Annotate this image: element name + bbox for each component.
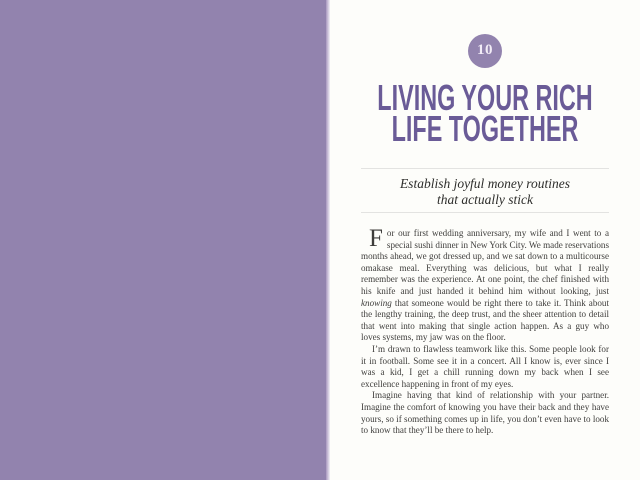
chapter-title — [373, 77, 598, 149]
body-paragraph: I’m drawn to flawless teamwork like this. Some people look for it in football. Some see it in a concert. All I know is, ever since I was a kid, I get a chill running down my back when I see excellence happening in front of my eyes. — [361, 343, 609, 389]
chapter-title-line-2: LIFE TOGETHER — [391, 108, 579, 149]
divider-rule-bottom — [361, 212, 609, 213]
drop-cap: F — [369, 225, 383, 252]
chapter-title-line-1: LIVING YOUR RICH — [377, 77, 593, 118]
chapter-number: 10 — [477, 42, 493, 58]
body-text — [361, 225, 609, 437]
subtitle-line-1: Establish joyful money routines — [399, 176, 571, 191]
body-paragraph: For our first wedding anniversary, my wife and I went to a special sushi dinner in New York City. We made reservations months ahead, we got dressed up, and we sat down to a multicourse omakase meal. Everything was delicious, but what I really remember was the experience. At one point, the chef finished with his knife and just handed it behind him without looking, just knowing that someone would be right there to take it. Think about the lengthy training, the deep trust, and the sheer attention to detail that went into making that single action happen. As a guy who loves systems, my jaw was on the floor. — [361, 225, 609, 343]
divider-rule-top — [361, 168, 609, 169]
chapter-number-badge — [468, 34, 502, 68]
subtitle-line-2: that actually stick — [437, 191, 533, 207]
chapter-subtitle — [341, 176, 629, 207]
body-paragraph: Imagine having that kind of relationship with your partner. Imagine the comfort of knowing you have their back and they have yours, so if something comes up in life, you don’t even have to look to know that they’ll be there to help. — [361, 390, 609, 436]
